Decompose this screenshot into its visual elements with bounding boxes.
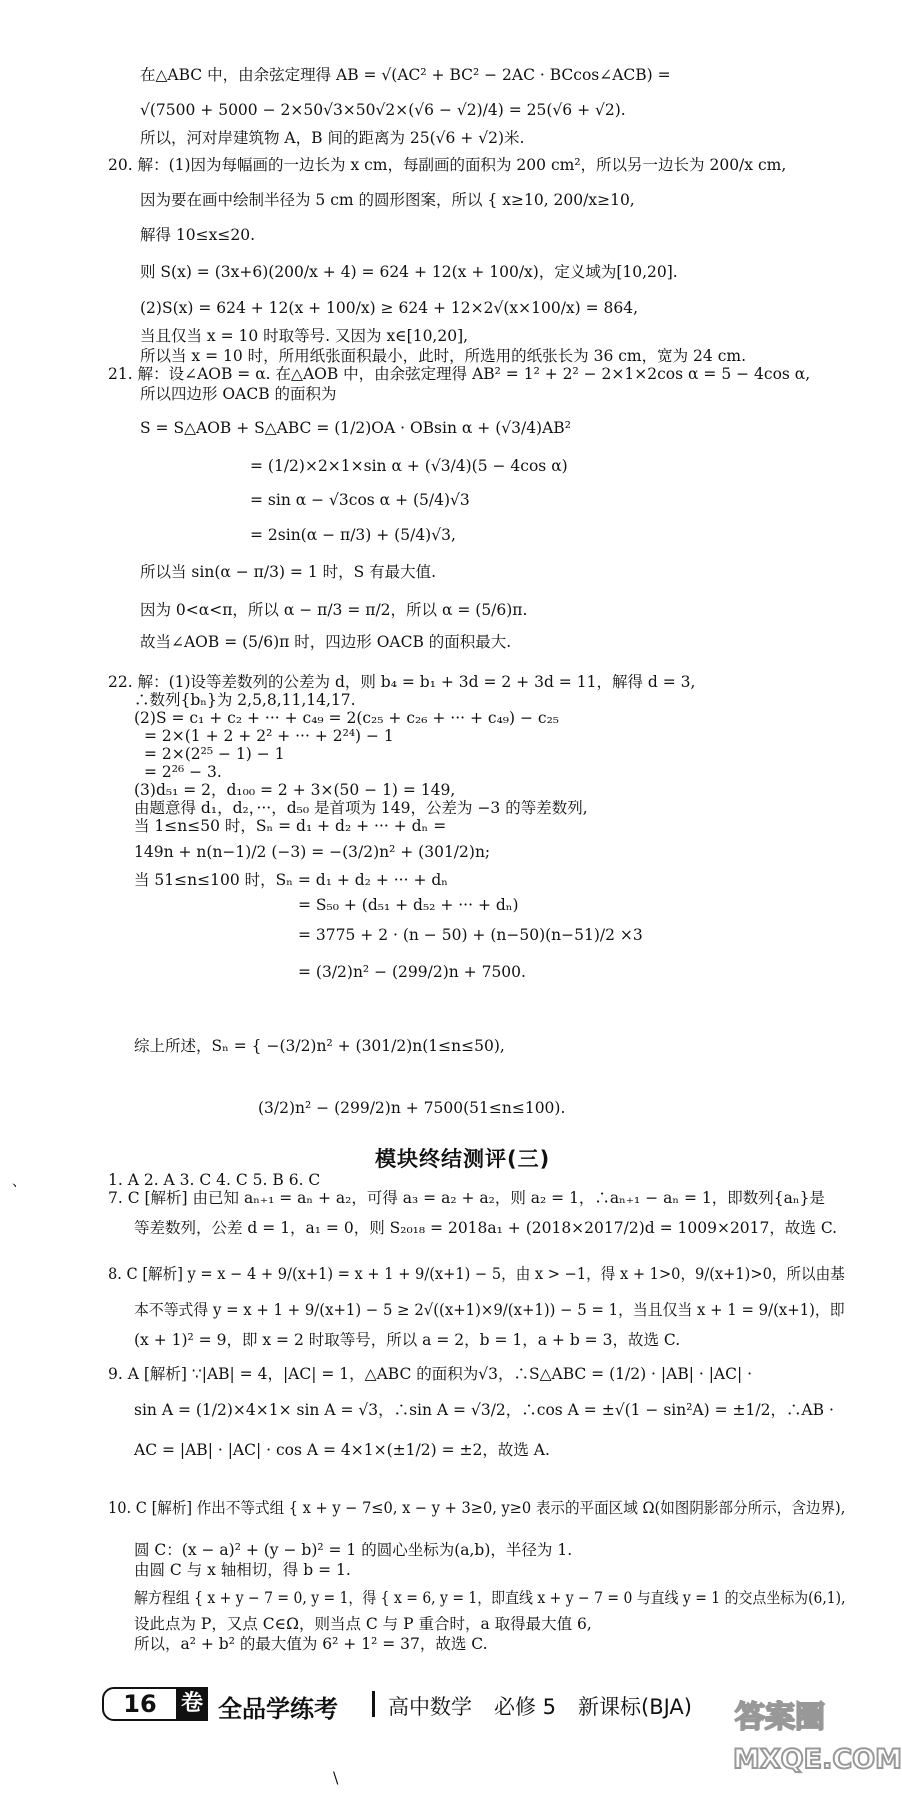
text-line: 综上所述，Sₙ = { −(3/2)n² + (301/2)n(1≤n≤50), (134, 1037, 505, 1055)
text-line: 10. C [解析] 作出不等式组 { x + y − 7≤0, x − y + 3≥0, y≥0 表示的平面区域 Ω(如图阴影部分所示，含边界), (108, 1499, 846, 1517)
text-line: 21. 解：设∠AOB = α. 在△AOB 中，由余弦定理得 AB² = 1² + 2² − 2×1×2cos α = 5 − 4cos α, (108, 365, 811, 383)
text-line: = 2sin(α − π/3) + (5/4)√3, (250, 526, 456, 544)
bottom-mark: \ (333, 1768, 339, 1787)
text-line: = (3/2)n² − (299/2)n + 7500. (298, 963, 526, 981)
text-line: (3)d₅₁ = 2，d₁₀₀ = 2 + 3×(50 − 1) = 149, (134, 781, 456, 799)
text-line: 7. C [解析] 由已知 aₙ₊₁ = aₙ + a₂，可得 a₃ = a₂ + a₂，则 a₂ = 1，∴aₙ₊₁ − aₙ = 1，即数列{aₙ}是 (108, 1189, 825, 1207)
text-line: = (1/2)×2×1×sin α + (√3/4)(5 − 4cos α) (250, 457, 568, 475)
text-line: 149n + n(n−1)/2 (−3) = −(3/2)n² + (301/2)n; (134, 843, 491, 861)
text-line: 20. 解：(1)因为每幅画的一边长为 x cm，每副画的面积为 200 cm²，所以另一边长为 200/x cm, (108, 156, 787, 174)
text-line: 所以，河对岸建筑物 A，B 间的距离为 25(√6 + √2)米. (140, 129, 525, 147)
text-line: = 2²⁶ − 3. (144, 763, 222, 781)
brand-name: 全品学练考 (218, 1695, 338, 1723)
text-line: 当 51≤n≤100 时，Sₙ = d₁ + d₂ + ··· + dₙ (134, 871, 448, 889)
text-line: 由圆 C 与 x 轴相切，得 b = 1. (134, 1561, 351, 1579)
text-line: 所以当 x = 10 时，所用纸张面积最小，此时，所选用的纸张长为 36 cm，宽为 24 cm. (140, 347, 747, 365)
watermark-line2: MXQE.COM (733, 1744, 902, 1775)
text-line: 设此点为 P，又点 C∈Ω，则当点 C 与 P 重合时，a 取得最大值 6, (134, 1615, 592, 1633)
footer-divider (372, 1691, 375, 1717)
section-title: 模块终结测评(三) (375, 1147, 551, 1171)
subject-label: 高中数学 (388, 1695, 472, 1719)
text-line: 等差数列，公差 d = 1，a₁ = 0，则 S₂₀₁₈ = 2018a₁ + (2018×2017/2)d = 1009×2017，故选 C. (134, 1219, 838, 1237)
text-line: sin A = (1/2)×4×1× sin A = √3，∴sin A = √3/2，∴cos A = ±√(1 − sin²A) = ±1/2，∴AB · (134, 1401, 834, 1419)
text-line: (x + 1)² = 9，即 x = 2 时取等号，所以 a = 2，b = 1，a + b = 3，故选 C. (134, 1331, 681, 1349)
text-line: 1. A 2. A 3. C 4. C 5. B 6. C (108, 1171, 321, 1189)
text-line: 圆 C：(x − a)² + (y − b)² = 1 的圆心坐标为(a,b)，半径为 1. (134, 1541, 573, 1559)
text-line: 解得 10≤x≤20. (140, 226, 256, 244)
text-line: 故当∠AOB = (5/6)π 时，四边形 OACB 的面积最大. (140, 633, 512, 651)
text-line: 在△ABC 中，由余弦定理得 AB = √(AC² + BC² − 2AC · BCcos∠ACB) = (140, 66, 671, 84)
text-line: 所以四边形 OACB 的面积为 (140, 385, 337, 403)
text-line: 所以，a² + b² 的最大值为 6² + 1² = 37，故选 C. (134, 1635, 488, 1653)
text-line: 本不等式得 y = x + 1 + 9/(x+1) − 5 ≥ 2√((x+1)×9/(x+1)) − 5 = 1，当且仅当 x + 1 = 9/(x+1)，即 (134, 1301, 845, 1319)
text-line: S = S△AOB + S△ABC = (1/2)OA · OBsin α + (√3/4)AB² (140, 419, 571, 437)
text-line: 解方程组 { x + y − 7 = 0, y = 1，得 { x = 6, y = 1，即直线 x + y − 7 = 0 与直线 y = 1 的交点坐标为(6,1), (134, 1589, 846, 1607)
volume-badge: 卷 (176, 1687, 208, 1721)
text-line: √(7500 + 5000 − 2×50√3×50√2×(√6 − √2)/4) = 25(√6 + √2). (140, 101, 626, 119)
text-line: 则 S(x) = (3x+6)(200/x + 4) = 624 + 12(x + 100/x)，定义域为[10,20]. (140, 263, 678, 281)
text-line: = 2×(1 + 2 + 2² + ··· + 2²⁴) − 1 (144, 727, 394, 745)
page-number: 16 (102, 1687, 178, 1721)
text-line: 当且仅当 x = 10 时取等号. 又因为 x∈[10,20], (140, 327, 469, 345)
standard-label: 新课标(BJA) (578, 1695, 692, 1719)
text-line: 因为 0<α<π，所以 α − π/3 = π/2，所以 α = (5/6)π. (140, 601, 528, 619)
text-line: = sin α − √3cos α + (5/4)√3 (250, 491, 470, 509)
text-line: ∴数列{bₙ}为 2,5,8,11,14,17. (134, 691, 356, 709)
required-label: 必修 5 (494, 1695, 557, 1719)
text-line: 因为要在画中绘制半径为 5 cm 的圆形图案，所以 { x≥10, 200/x≥10, (140, 191, 635, 209)
text-line: = S₅₀ + (d₅₁ + d₅₂ + ··· + dₙ) (298, 896, 519, 914)
text-line: 22. 解：(1)设等差数列的公差为 d，则 b₄ = b₁ + 3d = 2 + 3d = 11，解得 d = 3, (108, 673, 696, 691)
text-line: = 2×(2²⁵ − 1) − 1 (144, 745, 285, 763)
text-line: 当 1≤n≤50 时，Sₙ = d₁ + d₂ + ··· + dₙ = (134, 817, 447, 835)
text-line: (2)S(x) = 624 + 12(x + 100/x) ≥ 624 + 12×2√(x×100/x) = 864, (140, 299, 639, 317)
watermark (729, 1686, 902, 1796)
text-line: 由题意得 d₁，d₂，···，d₅₀ 是首项为 149，公差为 −3 的等差数列, (134, 799, 588, 817)
text-line: 所以当 sin(α − π/3) = 1 时，S 有最大值. (140, 563, 437, 581)
text-line: (2)S = c₁ + c₂ + ··· + c₄₉ = 2(c₂₅ + c₂₆ + ··· + c₄₉) − c₂₅ (134, 709, 559, 727)
text-line: 9. A [解析] ∵|AB| = 4，|AC| = 1，△ABC 的面积为√3，∴S△ABC = (1/2) · |AB| · |AC| · (108, 1365, 753, 1383)
text-line: 8. C [解析] y = x − 4 + 9/(x+1) = x + 1 + 9/(x+1) − 5，由 x > −1，得 x + 1>0，9/(x+1)>0，所以由基 (108, 1265, 845, 1283)
text-line: AC = |AB| · |AC| · cos A = 4×1×(±1/2) = ±2，故选 A. (134, 1441, 550, 1459)
text-line: = 3775 + 2 · (n − 50) + (n−50)(n−51)/2 ×3 (298, 926, 643, 944)
margin-mark: 、 (12, 1174, 26, 1190)
watermark-line1: 答案圈 (735, 1700, 825, 1735)
text-line: (3/2)n² − (299/2)n + 7500(51≤n≤100). (258, 1099, 566, 1117)
